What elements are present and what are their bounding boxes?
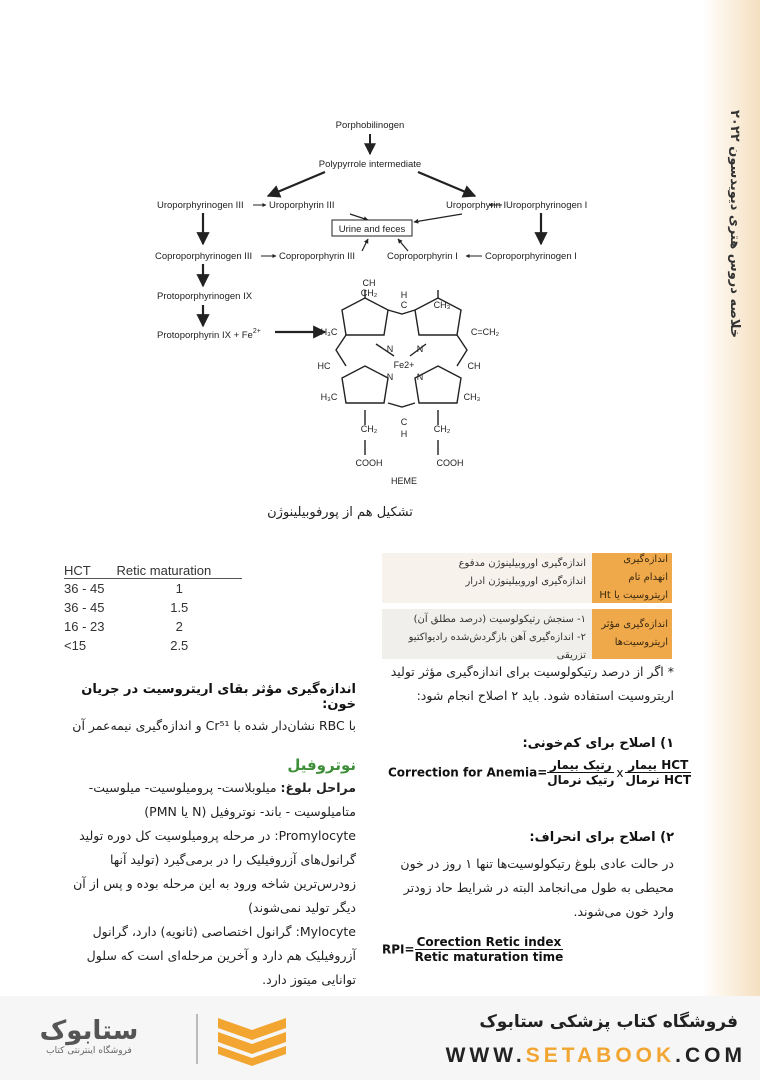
retic-correction-note: * اگر از درصد رتیکولوسیت برای اندازه‌گیری مؤثر تولید اریتروسیت استفاده شود. باید ۲ اصلاح انجام شود:	[390, 664, 674, 703]
node-polypyrrole: Polypyrrole intermediate	[318, 159, 422, 170]
heme-pathway-diagram	[140, 110, 600, 490]
logo-wordmark: ستابوک	[39, 1016, 139, 1046]
neutrophil-title: نوتروفیل	[287, 756, 356, 774]
svg-text:C: C	[400, 417, 408, 427]
sidebar-title: خلاصه دروس هتری دیویدسون ۲۰۲۲	[727, 110, 742, 339]
svg-text:COOH: COOH	[436, 458, 464, 468]
table-row: 16 - 23 2	[64, 619, 183, 634]
svg-text:H: H	[400, 429, 408, 439]
node-coproporphyrin-iii: Coproporphyrin III	[279, 251, 356, 262]
row1-items: اندازه‌گیری اوروبیلینوژن مدفوع اندازه‌گیری اوروبیلینوژن ادرار	[382, 553, 592, 603]
node-uroporphyrin-i: Uroporphyrin I	[446, 200, 507, 211]
heme-structure	[318, 278, 500, 486]
node-coproporphyrinogen-iii: Coproporphyrinogen III	[155, 251, 253, 262]
svg-text:HC: HC	[317, 361, 331, 371]
svg-text:CH: CH	[362, 278, 376, 288]
hct-retic-table	[64, 563, 242, 655]
svg-text:COOH: COOH	[355, 458, 383, 468]
footer-banner	[0, 996, 760, 1080]
deviation-correction-body: در حالت عادی بلوغ رتیکولوسیت‌ها تنها ۱ روز در خون محیطی به طول می‌انجامد البته در شرایط حاد زودتر وارد خون می‌شوند.	[400, 856, 674, 919]
node-uroporphyrin-iii: Uroporphyrin III	[269, 200, 335, 211]
rpi-label: RPI=	[382, 942, 415, 957]
node-coproporphyrin-i: Coproporphyrin I	[387, 251, 458, 262]
myelocyte-paragraph: Mylocyte: گرانول اختصاصی (ثانویه) دارد، گرانول آزروفیلیک هم دارد و آخرین مرحله‌ای است که سلول توانایی میتوز دارد.	[86, 924, 356, 987]
svg-text:CH₃: CH₃	[433, 300, 451, 310]
footer-divider	[196, 1014, 198, 1064]
sidebar-strip	[702, 0, 760, 1000]
row1-label: اندازه‌گیری انهدام تام اریتروسیت یا Ht	[592, 553, 672, 603]
table-header-row	[64, 563, 242, 579]
setabook-logo-icon	[214, 1014, 290, 1066]
node-protoporphyrin-ix: Protoporphyrin IX + $Fe^{2+}$	[157, 328, 261, 341]
svg-text:N: N	[416, 372, 424, 382]
store-name: فروشگاه کتاب پزشکی ستابوک	[479, 1012, 738, 1032]
svg-text:H₃C: H₃C	[320, 392, 338, 402]
rpi-formula	[382, 935, 563, 964]
anemia-formula: Correction for Anemia= $\frac{\text{رتیک بیمار}}{\text{رتیک نرمال}}$ x $\frac{\text{HCT بیمار}}{\text{HCT نرمال}}$	[388, 758, 692, 787]
rbc-survival-heading: اندازه‌گیری مؤثر بقای اریتروسیت در جریان خون:	[81, 682, 356, 712]
node-coproporphyrinogen-i: Coproporphyrinogen I	[485, 251, 577, 262]
svg-text:C=CH₂: C=CH₂	[470, 327, 500, 337]
hct-fraction: $\frac{\text{HCT بیمار}}{\text{HCT نرمال}}$	[625, 758, 692, 787]
svg-text:CH₃: CH₃	[463, 392, 481, 402]
table-row	[382, 609, 672, 659]
promyelocyte-paragraph: Promylocyte: در مرحله پرومیلوسیت کل دوره تولید گرانول‌های آزروفیلیک را در برمی‌گیرد (تولید آنها زودرس‌ترین شاخه ورود به این مرحله بوده و پس از آن دیگر تولید نمی‌شوند)	[73, 828, 356, 915]
maturation-paragraph	[52, 776, 356, 824]
anemia-correction-heading: ۱) اصلاح برای کم‌خونی:	[522, 736, 674, 751]
svg-text:H₃C: H₃C	[320, 327, 338, 337]
setabook-logo-text	[30, 1016, 148, 1058]
table-row	[382, 553, 672, 603]
row2-items: ۱- سنجش رتیکولوسیت (درصد مطلق آن) ۲- اندازه‌گیری آهن بازگردش‌شده رادیواکتیو تزریقی	[382, 609, 592, 659]
anemia-label: Correction for Anemia=	[388, 765, 548, 780]
svg-text:N: N	[386, 372, 394, 382]
rbc-survival-body: با RBC نشان‌دار شده با Cr⁵¹ و اندازه‌گیری نیمه‌عمر آن	[72, 718, 356, 733]
maturation-label: مراحل بلوغ:	[280, 780, 356, 795]
node-porphobilinogen: Porphobilinogen	[335, 120, 405, 131]
header-hct: HCT	[64, 563, 117, 579]
table-row: 36 - 45 1	[64, 581, 183, 596]
store-url[interactable]: WWW.SETABOOK.COM	[445, 1044, 746, 1067]
svg-text:Fe2+: Fe2+	[393, 360, 415, 370]
svg-text:C: C	[400, 300, 408, 310]
erythrocyte-measure-table	[382, 553, 672, 659]
svg-text:H: H	[400, 290, 408, 300]
header-retic-maturation: Retic maturation	[117, 563, 242, 579]
svg-text:N: N	[386, 344, 394, 354]
table-row: <15 2.5	[64, 638, 189, 653]
row2-label: اندازه‌گیری مؤثر اریتروسیت‌ها	[592, 609, 672, 659]
retic-fraction: $\frac{\text{رتیک بیمار}}{\text{رتیک نرمال}}$	[547, 758, 615, 787]
table-row: 36 - 45 1.5	[64, 600, 189, 615]
figure-caption: تشکیل هم از پورفوبیلینوژن	[267, 505, 413, 520]
svg-text:CH: CH	[467, 361, 481, 371]
node-uroporphyrinogen-i: Uroporphyrinogen I	[506, 200, 588, 211]
svg-text:CH₂: CH₂	[360, 424, 378, 434]
rpi-fraction: $\frac{\text{Corection Retic index}}{\text{Retic maturation time}}$	[414, 935, 564, 964]
svg-text:CH₂: CH₂	[360, 288, 378, 298]
svg-text:CH₂: CH₂	[433, 424, 451, 434]
node-uroporphyrinogen-iii: Uroporphyrinogen III	[157, 200, 244, 211]
heme-label: HEME	[390, 476, 418, 486]
node-protoporphyrinogen-ix: Protoporphyrinogen IX	[157, 291, 253, 302]
logo-subtitle: فروشگاه اینترنتی کتاب	[46, 1046, 132, 1056]
svg-text:N: N	[416, 344, 424, 354]
node-urine-feces: Urine and feces	[338, 224, 406, 235]
deviation-correction-heading: ۲) اصلاح برای انحراف:	[529, 830, 674, 845]
maturation-body: میلوبلاست- پرومیلوسیت- میلوسیت- متامیلوسیت - باند- نوتروفیل (N یا PMN)	[88, 780, 356, 819]
